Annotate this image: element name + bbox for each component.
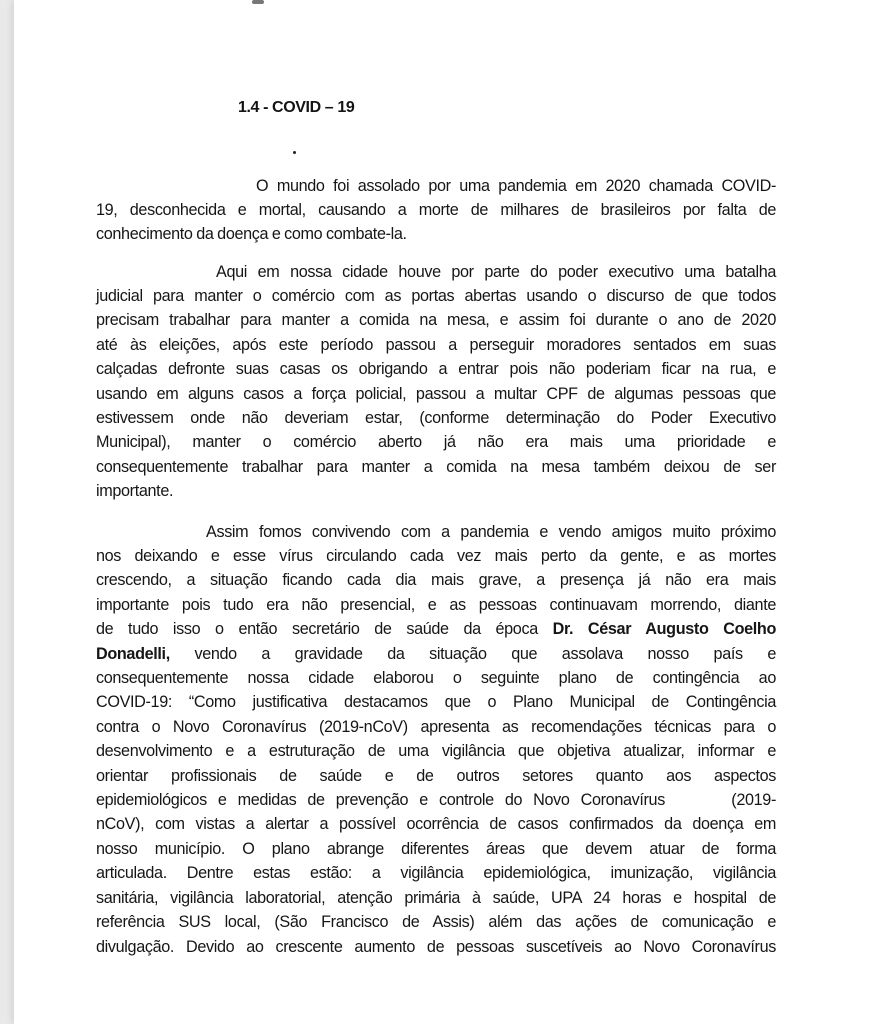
text-line: estivessem onde não deveriam estar, (conforme determinação do Poder Executivo xyxy=(96,409,776,428)
paragraph-3-cont xyxy=(96,544,776,959)
stray-dot xyxy=(293,151,296,154)
text-line: usando em alguns casos a força policial, passou a multar CPF de algumas pessoas que xyxy=(96,384,776,403)
text-line: consequentemente nossa cidade elaborou o seguinte plano de contingência ao xyxy=(96,669,776,688)
text-line: nos deixando e esse vírus circulando cada vez mais perto da gente, e as mortes xyxy=(96,547,776,565)
text-line: Municipal), manter o comércio aberto já não era mais uma prioridade e xyxy=(96,433,776,452)
text-line: referência SUS local, (São Francisco de Assis) além das ações de comunicação e xyxy=(96,913,776,932)
text-line: Assim fomos convivendo com a pandemia e vendo amigos muito próximo xyxy=(206,523,776,541)
text-line: conhecimento da doença e como combate-la. xyxy=(96,225,407,244)
text-line: nosso município. O plano abrange diferentes áreas que devem atuar de forma xyxy=(96,839,776,858)
text-line: epidemiológicos e medidas de prevenção e controle do Novo Coronavírus (2019- xyxy=(96,791,776,810)
paragraph-1 xyxy=(256,174,776,198)
text-line: importante pois tudo era não presencial, e as pessoas continuavam morrendo, diante xyxy=(96,595,776,614)
text-line: judicial para manter o comércio com as portas abertas usando o discurso de que todos xyxy=(96,287,776,305)
text-line-with-name xyxy=(96,617,776,641)
paragraph-3 xyxy=(206,520,776,544)
name-line-suffix: vendo a gravidade da situação que assolava nosso país e xyxy=(194,644,776,663)
text-line: COVID-19: “Como justificativa destacamos que o Plano Municipal de Contingência xyxy=(96,693,776,712)
text-line: O mundo foi assolado por uma pandemia em 2020 chamada COVID- xyxy=(256,177,776,195)
text-line: consequentemente trabalhar para manter a comida na mesa também deixou de ser xyxy=(96,457,776,476)
text-line: importante. xyxy=(96,482,174,501)
text-line: orientar profissionais de saúde e de outros setores quanto aos aspectos xyxy=(96,766,776,785)
text-line: contra o Novo Coronavírus (2019-nCoV) apresenta as recomendações técnicas para o xyxy=(96,717,776,736)
paragraph-2-cont xyxy=(96,284,776,504)
text-line: divulgação. Devido ao crescente aumento de pessoas suscetíveis ao Novo Coronavírus xyxy=(96,937,776,956)
text-line-with-name xyxy=(96,642,776,666)
paragraph-1-cont xyxy=(96,198,776,247)
top-edge-mark xyxy=(252,0,264,4)
text-line: nCoV), com vistas a alertar a possível ocorrência de casos confirmados da doença em xyxy=(96,815,776,834)
text-line: sanitária, vigilância laboratorial, atenção primária à saúde, UPA 24 horas e hospital de xyxy=(96,888,776,907)
text-line: precisam trabalhar para manter a comida na mesa, e assim foi durante o ano de 2020 xyxy=(96,311,776,330)
text-line: calçadas defronte suas casas os obrigando a entrar pois não poderiam ficar na rua, e xyxy=(96,360,776,379)
text-line: 19, desconhecida e mortal, causando a morte de milhares de brasileiros por falta de xyxy=(96,201,776,219)
secretary-name-part1: Dr. César Augusto Coelho xyxy=(552,620,776,639)
text-line: articulada. Dentre estas estão: a vigilância epidemiológica, imunização, vigilância xyxy=(96,864,776,883)
text-line: até às eleições, após este período passou a perseguir moradores sentados em suas xyxy=(96,335,776,354)
text-line: Aqui em nossa cidade houve por parte do poder executivo uma batalha xyxy=(216,263,776,281)
paragraph-2 xyxy=(216,260,776,284)
section-heading: 1.4 - COVID – 19 xyxy=(238,99,355,116)
text-line: crescendo, a situação ficando cada dia mais grave, a presença já não era mais xyxy=(96,571,776,590)
secretary-name-part2: Donadelli, xyxy=(96,644,170,663)
name-line-prefix: de tudo isso o então secretário de saúde da época xyxy=(96,620,538,639)
text-line: desenvolvimento e a estruturação de uma vigilância que objetiva atualizar, informar e xyxy=(96,742,776,761)
